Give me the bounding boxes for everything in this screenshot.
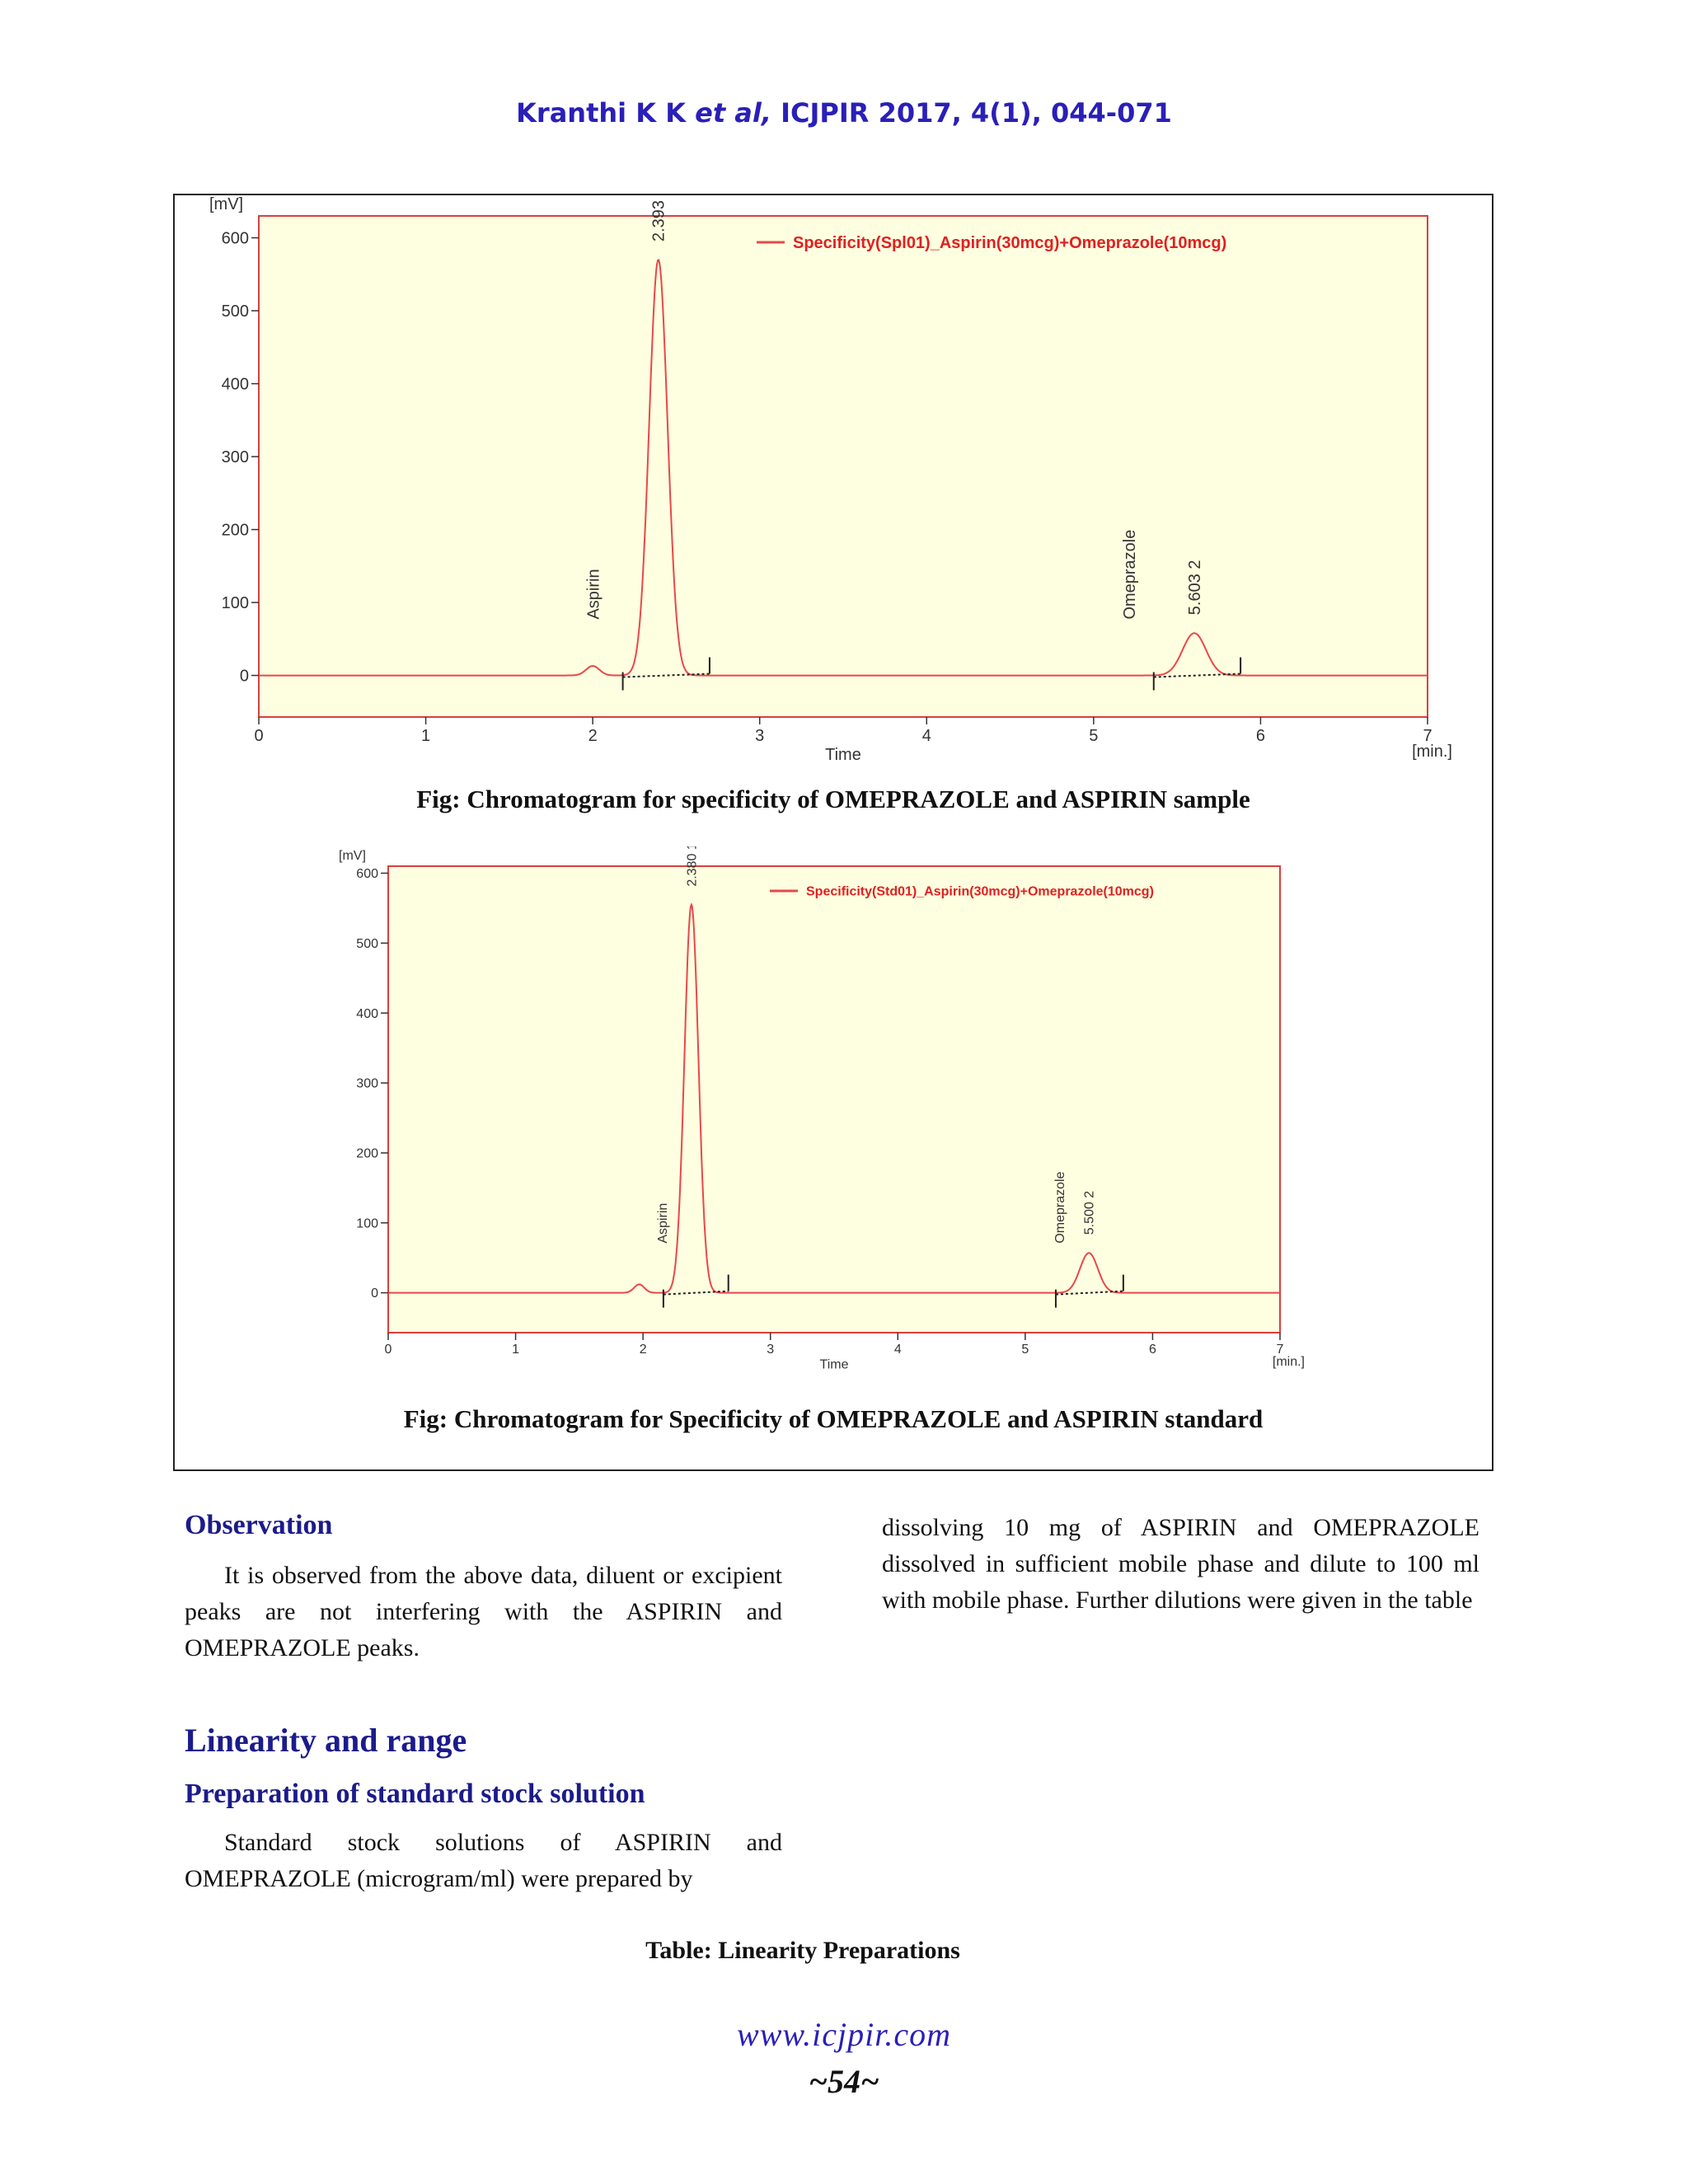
x-axis-label: Time — [825, 746, 861, 764]
x-tick-label: 0 — [254, 727, 264, 745]
x-tick-label: 4 — [893, 1343, 902, 1357]
x-tick-label: 6 — [1255, 727, 1265, 745]
y-tick-label: 100 — [356, 1216, 378, 1231]
y-tick-label: 0 — [371, 1286, 378, 1301]
linearity-heading: Linearity and range — [185, 1722, 467, 1759]
y-tick-label: 300 — [221, 448, 249, 467]
chromatogram-standard — [175, 846, 1492, 1399]
y-tick-label: 400 — [356, 1006, 378, 1021]
figure-standard — [173, 846, 1493, 1471]
x-tick-label: 4 — [921, 727, 931, 745]
y-tick-label: 300 — [356, 1076, 378, 1091]
footer-url: www.icjpir.com — [737, 2016, 951, 2053]
header-citation: ICJPIR 2017, 4(1), 044-071 — [781, 97, 1172, 129]
peak-retention-label: 5.500 2 — [1082, 1190, 1097, 1235]
legend-label: Specificity(Std01)_Aspirin(30mcg)+Omeprazole(10mcg) — [806, 884, 1154, 899]
y-tick-label: 200 — [356, 1146, 378, 1161]
x-tick-label: 5 — [1089, 727, 1099, 745]
running-header — [0, 97, 1688, 129]
x-tick-label: 6 — [1148, 1343, 1156, 1357]
x-tick-label: 7 — [1423, 727, 1432, 745]
header-authors: Kranthi K K — [516, 97, 686, 129]
x-tick-label: 2 — [588, 727, 598, 745]
y-tick-label: 0 — [239, 667, 249, 686]
y-tick-label: 500 — [356, 936, 378, 951]
right-column-paragraph: dissolving 10 mg of ASPIRIN and OMEPRAZOLE dissolved in sufficient mobile phase and dilute to 100 ml with mobile phase. Further dilutions were given in the table — [882, 1514, 1479, 1614]
figure-caption: Fig: Chromatogram for specificity of OMEPRAZOLE and ASPIRIN sample — [416, 785, 1250, 813]
y-tick-label: 500 — [221, 302, 249, 321]
x-axis-label: Time — [819, 1357, 849, 1372]
y-tick-label: 600 — [356, 867, 378, 882]
peak-compound-label: Omeprazole — [1121, 529, 1140, 620]
header-etal: et al, — [695, 97, 771, 129]
legend-label: Specificity(Spl01)_Aspirin(30mcg)+Omeprazole(10mcg) — [793, 234, 1227, 252]
plot-area — [388, 866, 1280, 1333]
peak-compound-label: Aspirin — [655, 1202, 670, 1244]
x-tick-label: 3 — [767, 1343, 775, 1357]
prep-paragraph: Standard stock solutions of ASPIRIN and OMEPRAZOLE (microgram/ml) were prepared by — [185, 1829, 782, 1892]
chromatogram-sample — [175, 195, 1492, 772]
x-tick-label: 2 — [639, 1343, 647, 1357]
peak-retention-label: 2.380 1 — [685, 846, 700, 887]
figure-sample — [173, 194, 1493, 850]
observation-heading: Observation — [185, 1510, 333, 1540]
y-tick-label: 600 — [221, 229, 249, 248]
y-axis-unit: [mV] — [339, 849, 366, 863]
peak-retention-label: 2.393 1 — [649, 195, 668, 242]
x-tick-label: 1 — [512, 1343, 520, 1357]
table-title: Table: Linearity Preparations — [645, 1937, 960, 1964]
y-tick-label: 400 — [221, 375, 249, 394]
y-tick-label: 100 — [221, 594, 249, 613]
x-axis-unit: [min.] — [1272, 1355, 1305, 1370]
x-tick-label: 7 — [1276, 1343, 1284, 1357]
y-tick-label: 200 — [221, 521, 249, 540]
x-axis-unit: [min.] — [1412, 743, 1452, 761]
y-axis-unit: [mV] — [209, 195, 244, 213]
x-tick-label: 0 — [384, 1343, 392, 1357]
x-tick-label: 5 — [1021, 1343, 1029, 1357]
page-number: ~54~ — [809, 2063, 879, 2100]
peak-compound-label: Omeprazole — [1053, 1171, 1068, 1244]
observation-paragraph: It is observed from the above data, diluent or excipient peaks are not interfering with the ASPIRIN and OMEPRAZOLE peaks. — [185, 1562, 782, 1661]
prep-heading: Preparation of standard stock solution — [185, 1779, 645, 1809]
x-tick-label: 1 — [421, 727, 431, 745]
peak-retention-label: 5.603 2 — [1186, 560, 1205, 616]
x-tick-label: 3 — [755, 727, 765, 745]
plot-area — [259, 216, 1428, 717]
figure-caption: Fig: Chromatogram for Specificity of OMEPRAZOLE and ASPIRIN standard — [403, 1404, 1264, 1433]
peak-compound-label: Aspirin — [584, 569, 603, 620]
